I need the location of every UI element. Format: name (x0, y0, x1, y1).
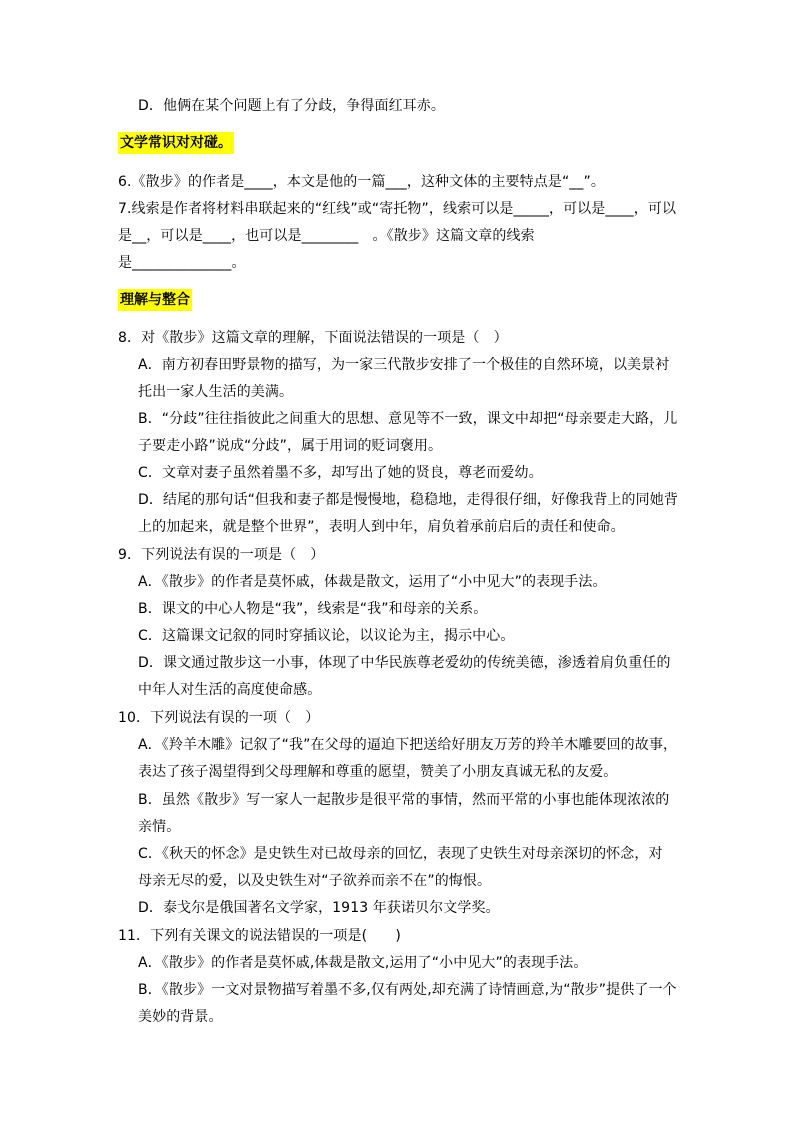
section-heading-literary: 文学常识对对碰。 (118, 132, 234, 154)
question-7-line-1: 7.线索是作者将材料串联起来的“红线”或“寄托物”，线索可以是_____，可以是____，可以 (118, 201, 677, 217)
question-10-option-a-line-1: A．《羚羊木雕》记叙了“我”在父母的逼迫下把送给好朋友万芳的羚羊木雕要回的故事， (138, 737, 678, 753)
question-8: 8．对《散步》这篇文章的理解，下面说法错误的一项是（ ） (118, 330, 508, 346)
question-10-option-b-line-1: B．虽然《散步》写一家人一起散步是很平常的事情，然而平常的小事也能体现浓浓的 (138, 792, 670, 808)
question-9-option-d-line-2: 中年人对生活的高度使命感。 (138, 682, 322, 698)
question-10-option-b-line-2: 亲情。 (138, 819, 181, 835)
question-6: 6.《散步》的作者是____，本文是他的一篇___，这种文体的主要特点是“__”。 (118, 174, 605, 190)
question-8-option-d-line-1: D．结尾的那句话“但我和妻子都是慢慢地，稳稳地，走得很仔细，好像我背上的同她背 (138, 492, 678, 508)
question-10-option-a-line-2: 表达了孩子渴望得到父母理解和尊重的愿望，赞美了小朋友真诚无私的友爱。 (138, 764, 618, 780)
question-10-option-c-line-2: 母亲无尽的爱，以及史铁生对“子欲养而亲不在”的悔恨。 (138, 873, 492, 889)
question-8-option-a-line-2: 托出一家人生活的美满。 (138, 384, 294, 400)
question-10-option-d: D．泰戈尔是俄国著名文学家，1913 年获诺贝尔文学奖。 (138, 900, 500, 916)
question-9: 9．下列说法有误的一项是（ ） (118, 547, 325, 563)
question-9-option-b: B．课文的中心人物是“我”，线索是“我”和母亲的关系。 (138, 601, 488, 617)
question-8-option-d-line-2: 上的加起来，就是整个世界”，表明人到中年，肩负着承前启后的责任和使命。 (138, 519, 625, 535)
question-9-option-c: C．这篇课文记叙的同时穿插议论，以议论为主，揭示中心。 (138, 628, 515, 644)
section-heading-understanding: 理解与整合 (118, 289, 192, 311)
question-8-option-a-line-1: A．南方初春田野景物的描写，为一家三代散步安排了一个极佳的自然环境，以美景衬 (138, 357, 670, 373)
question-7-line-3: 是______________。 (118, 255, 246, 271)
question-7-line-2: 是__，可以是____，也可以是________ 。《散步》这篇文章的线索 (118, 228, 535, 244)
question-9-option-a: A．《散步》的作者是莫怀戚，体裁是散文，运用了“小中见大”的表现手法。 (138, 574, 607, 590)
question-8-option-c: C．文章对妻子虽然着墨不多，却写出了她的贤良，尊老而爱幼。 (138, 465, 543, 481)
question-11-option-b-line-2: 美妙的背景。 (138, 1009, 223, 1025)
option-7-d: D．他俩在某个问题上有了分歧，争得面红耳赤。 (138, 98, 445, 114)
question-11-option-a: A．《散步》的作者是莫怀戚,体裁是散文,运用了“小中见大”的表现手法。 (138, 955, 588, 971)
question-8-option-b-line-1: B．“分歧”往往指彼此之间重大的思想、意见等不一致，课文中却把“母亲要走大路，儿 (138, 411, 678, 427)
question-8-option-b-line-2: 子要走小路”说成“分歧”，属于用词的贬词褒用。 (138, 438, 443, 454)
question-10: 10．下列说法有误的一项（ ） (118, 710, 320, 726)
question-11: 11．下列有关课文的说法错误的一项是( ) (118, 928, 401, 944)
question-10-option-c-line-1: C．《秋天的怀念》是史铁生对已故母亲的回忆，表现了史铁生对母亲深切的怀念，对 (138, 846, 663, 862)
question-9-option-d-line-1: D．课文通过散步这一小事，体现了中华民族尊老爱幼的传统美德，渗透着肩负重任的 (138, 655, 671, 671)
question-11-option-b-line-1: B．《散步》一文对景物描写着墨不多,仅有两处,却充满了诗情画意,为“散步”提供了一个 (138, 982, 677, 998)
